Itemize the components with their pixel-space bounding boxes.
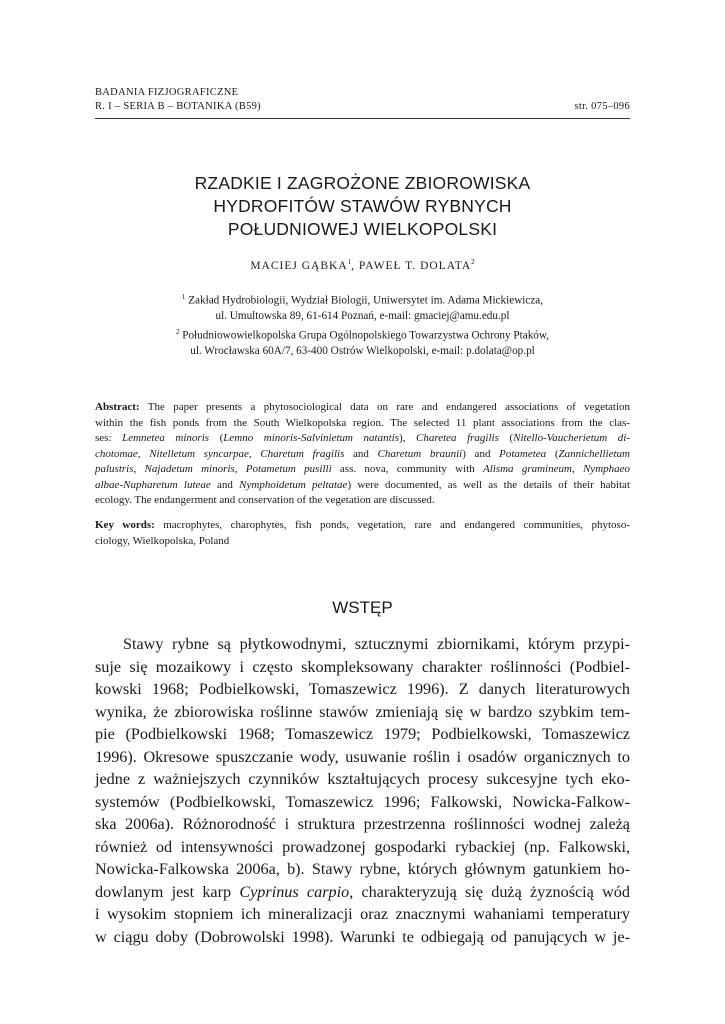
journal-header <box>95 86 630 114</box>
body-line: Stawy rybne są płytkowodnymi, sztucznymi zbiornikami, którym przypi- <box>123 635 630 653</box>
abstract-line: ses: Lemnetea minoris (Lemno minoris-Salvinietum natantis), Charetea fragilis (Nitello-Vaucherietum di- <box>95 432 631 444</box>
keywords-line: ciology, Wielkopolska, Poland <box>95 534 230 547</box>
affiliation-1-mark: 1 <box>181 293 186 301</box>
author-1-affil-mark: 1 <box>347 258 352 266</box>
header-divider <box>95 118 630 119</box>
abstract-line: ecology. The endangerment and conservation of the vegetation are discussed. <box>95 494 435 506</box>
title-line-1: RZADKIE I ZAGROŻONE ZBIOROWISKA <box>194 173 531 193</box>
affiliations <box>95 290 630 359</box>
abstract <box>95 400 630 509</box>
body-text <box>95 633 630 948</box>
body-line: jedne z ważniejszych czynników kształtujących procesy sukcesyjne tych eko- <box>95 770 630 788</box>
keywords-line: Key words: macrophytes, charophytes, fish ponds, vegetation, rare and endangered communities, phytoso- <box>95 519 630 531</box>
affiliation-1-line-2: ul. Umultowska 89, 61-614 Poznań, e-mail: gmaciej@amu.edu.pl <box>215 310 510 323</box>
body-line: wynika, że zbiorowiska roślinne stawów zmieniają się w bardzo szybkim tem- <box>95 702 630 721</box>
affiliation-1-line-1: $^1$ Zakład Hydrobiologii, Wydział Biologii, Uniwersytet im. Adama Mickiewicza, <box>181 293 544 307</box>
body-line: i wysokim stopniem ich mineralizacji oraz znacznymi wahaniami temperatury <box>95 905 630 923</box>
body-line: systemów (Podbielkowski, Tomaszewicz 1996; Falkowski, Nowicka-Falkow- <box>95 792 630 811</box>
affiliation-2-line-2: ul. Wrocławska 60A/7, 63-400 Ostrów Wielkopolski, e-mail: p.dolata@op.pl <box>190 344 535 357</box>
abstract-line: Abstract: The paper presents a phytosociological data on rare and endangered associations of vegetation <box>95 401 630 413</box>
page-range: str. 075–096 <box>574 101 630 112</box>
affiliation-2-mark: 2 <box>175 327 180 336</box>
body-line: suje się mozaikowy i często skompleksowany charakter roślinności (Podbiel- <box>95 657 630 676</box>
journal-name: BADANIA FIZJOGRAFICZNE <box>95 87 239 98</box>
keywords <box>95 518 630 549</box>
body-line: pie (Podbielkowski 1968; Tomaszewicz 1979; Podbielkowski, Tomaszewicz <box>95 725 630 743</box>
body-line: również od intensywności prowadzonej gospodarki rybackiej (np. Falkowski, <box>95 837 630 856</box>
author-2-affil-mark: 2 <box>471 258 475 266</box>
body-line: 1996). Okresowe spuszczanie wody, usuwanie roślin i osadów organicznych to <box>95 747 630 766</box>
abstract-line: chotomae, Nitelletum syncarpae, Charetum fragilis and Charetum braunii) and Potametea (Zannichellietum <box>95 447 630 460</box>
title-line-2: HYDROFITÓW STAWÓW RYBNYCH <box>213 196 512 216</box>
body-line: kowski 1968; Podbielkowski, Tomaszewicz 1996). Z danych literaturowych <box>95 680 630 698</box>
section-heading: WSTĘP <box>332 598 393 617</box>
body-line: w ciągu doby (Dobrowolski 1998). Warunki te odbiegają od panujących w je- <box>95 927 630 946</box>
title-line-3: POŁUDNIOWEJ WIELKOPOLSKI <box>227 219 498 239</box>
body-line: dowlanym jest karp Cyprinus carpio, charakteryzują się dużą żyznością wód <box>95 882 630 901</box>
author-2: PAWEŁ T. DOLATA <box>358 259 472 272</box>
body-line: Nowicka-Falkowska 2006a, b). Stawy rybne, których głównym gatunkiem ho- <box>95 860 630 878</box>
abstract-label: Abstract: <box>95 401 140 413</box>
abstract-line: within the fish ponds from the South Wielkopolska region. The selected 11 plant associations from the clas- <box>95 416 630 429</box>
authors <box>95 258 630 272</box>
body-line: ska 2006a). Różnorodność i struktura przestrzenna roślinności wodnej zależą <box>95 815 630 833</box>
species-name: Cyprinus carpio <box>239 882 350 901</box>
abstract-line: palustris, Najadetum minoris, Potametum pusilli ass. nova, community with Alisma gramineum, Nymphaeo <box>95 463 631 475</box>
author-1: MACIEJ GĄBKA <box>250 259 348 272</box>
journal-series: R. I – SERIA B – BOTANIKA (B59) <box>95 101 261 112</box>
author-separator: , <box>351 259 359 272</box>
abstract-line: albae-Nupharetum luteae and Nymphoidetum peltatae) were documented, as well as the details of their habitat <box>95 478 631 491</box>
paper-title <box>95 172 630 241</box>
keywords-label: Key words: <box>95 519 155 531</box>
affiliation-2-line-1: $^2$ Południowowielkopolska Grupa Ogólnopolskiego Towarzystwa Ochrony Ptaków, <box>175 327 550 342</box>
